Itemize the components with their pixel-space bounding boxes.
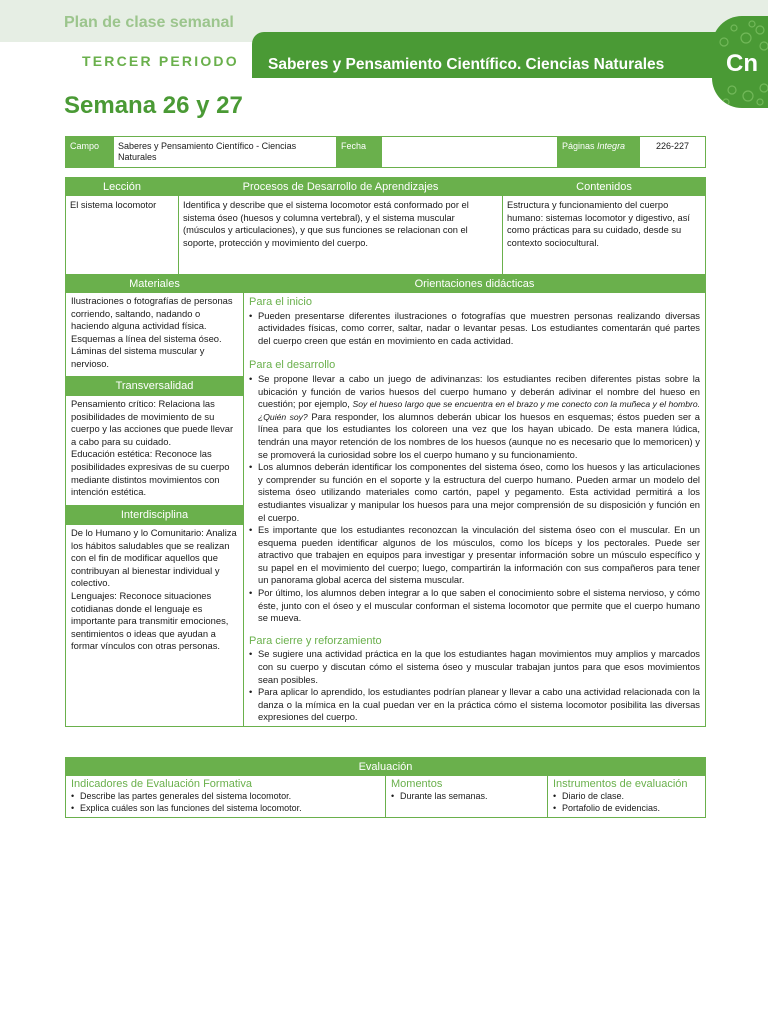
periodo-label: TERCER PERIODO [82, 53, 239, 69]
paginas-value: 226-227 [640, 137, 706, 168]
paginas-label: Páginas Integra [558, 137, 640, 168]
leccion-table [65, 177, 706, 282]
leccion-value: El sistema locomotor [66, 196, 179, 282]
fecha-value[interactable] [382, 137, 558, 168]
list-item: • Por último, los alumnos deben integrar a lo que saben el conocimiento sobre el sistema nervioso, y cómo éste, junto con el óseo y el muscular conforman el sistema locomotor que permite que el cuerpo humano se mueva. [249, 587, 700, 625]
procesos-header: Procesos de Desarrollo de Aprendizajes [179, 178, 503, 196]
evaluacion-table [65, 757, 706, 818]
leccion-header: Lección [66, 178, 179, 196]
cierre-list [249, 648, 700, 724]
plan-title: Plan de clase semanal [64, 14, 234, 31]
list-item: • Portafolio de evidencias. [553, 802, 700, 814]
desarrollo-list [249, 373, 700, 625]
momentos-header: Momentos [386, 776, 548, 791]
transversalidad-header: Transversalidad [66, 376, 243, 396]
orientaciones-body [244, 293, 706, 727]
list-item: • Es importante que los estudiantes reconozcan la vinculación del sistema óseo con el muscular. En un esquema pueden identificar algunos de los músculos, como los bíceps y los pectorales. Puede ser atractivo que trabajen en equipos para investigar y presentar información sobre un músculo específico y su papel en el movimiento del cuerpo; luego, compartirán la información con sus compañeros para tener un panorama global acerca del sistema muscular. [249, 524, 700, 587]
materiales-value: Ilustraciones o fotografías de personas corriendo, saltando, nadando o haciendo alguna actividad física. Esquemas a línea del sistema óseo. Láminas del sistema muscular y nervioso. [71, 295, 233, 369]
list-item: • Describe las partes generales del sistema locomotor. [71, 790, 380, 802]
interdisciplina-value [66, 525, 243, 655]
inicio-header: Para el inicio [249, 296, 312, 308]
evaluacion-header: Evaluación [66, 758, 706, 776]
transversalidad-value [66, 396, 243, 505]
list-item: • Los alumnos deberán identificar los componentes del sistema óseo, como los huesos y las articulaciones y comprender su función en el soporte y la estructura del cuerpo humano. Pueden armar un modelo del sistema óseo utilizando materiales como cartón, papel y pegamento. Esta actividad permitirá a los estudiantes visualizar y manipular los huesos para una mejor comprensión de su disposición y función en el cuerpo. [249, 461, 700, 524]
contenidos-header: Contenidos [503, 178, 706, 196]
transversalidad-item: Educación estética: Reconoce las posibilidades expresivas de su cuerpo mediante distintos movimientos con intención estética. [71, 448, 230, 498]
instrumentos-header: Instrumentos de evaluación [548, 776, 706, 791]
list-item: • Explica cuáles son las funciones del sistema locomotor. [71, 802, 380, 814]
procesos-value: Identifica y describe que el sistema locomotor está conformado por el sistema óseo (huesos y columna vertebral), y el sistema muscular (músculos y articulaciones), y que sus funciones se relacionan con el soporte, protección y movimiento del cuerpo. [179, 196, 503, 282]
campo-label: Campo [66, 137, 114, 168]
left-column [66, 293, 244, 727]
list-item: • Se propone llevar a cabo un juego de adivinanzas: los estudiantes reciben diferentes pistas sobre la ubicación y función de varios huesos del cuerpo humano y deberán adivinar el nombre del hueso en cuestión; por ejemplo, Soy el hueso largo que se encuentra en el brazo y me conecto con la muñeca y el hombro. ¿Quién soy? Para responder, los alumnos deberán ubicar los huesos en esquemas; éstos pueden ser a línea para que los estudiantes los coloreen una vez que los hayan ubicado. De esta manera lúdica, tendrán una mayor retención de los nombres de los huesos (aunque no es necesario que lo memoricen) y se promoverá la curiosidad sobre los el cuerpo humano y su funcionamiento. [249, 373, 700, 461]
orientaciones-header: Orientaciones didácticas [244, 275, 706, 293]
indicadores-list [66, 790, 386, 818]
indicadores-header: Indicadores de Evaluación Formativa [66, 776, 386, 791]
interdisciplina-header: Interdisciplina [66, 505, 243, 525]
inicio-list [249, 310, 700, 348]
list-item: • Diario de clase. [553, 790, 700, 802]
list-item: • Pueden presentarse diferentes ilustraciones o fotografías que muestren personas realizando diversas actividades físicas, como correr, saltar, nadar o levantar pesas. Los estudiantes comentarán qué partes del cuerpo creen que están en movimiento en cada actividad. [249, 310, 700, 348]
instrumentos-list [548, 790, 706, 818]
list-item: • Durante las semanas. [391, 790, 542, 802]
subject-title: Saberes y Pensamiento Científico. Ciencias Naturales [268, 56, 665, 73]
contenidos-value: Estructura y funcionamiento del cuerpo humano: sistemas locomotor y digestivo, así como prácticas para su cuidado, desde su contexto sociocultural. [503, 196, 706, 282]
momentos-list [386, 790, 548, 818]
subject-bar [252, 32, 768, 78]
transversalidad-item: Pensamiento crítico: Relaciona las posibilidades de movimiento de su cuerpo y las acciones que puede llevar a cabo para su cuidado. [71, 398, 234, 447]
desarrollo-header: Para el desarrollo [249, 359, 336, 372]
interdisciplina-item: Lenguajes: Reconoce situaciones cotidianas donde el lenguaje es importante para transmitir emociones, sentimientos o ideas que ayudan a formar vínculos con otras personas. [71, 589, 229, 652]
subject-badge-text: Cn [726, 50, 758, 77]
list-item: • Se sugiere una actividad práctica en la que los estudiantes hagan movimientos muy amplios y marcados con su cuerpo y discutan cómo el sistema óseo y muscular trabajan juntos para que esos movimientos sean posibles. [249, 648, 700, 686]
fecha-label: Fecha [337, 137, 382, 168]
cierre-header: Para cierre y reforzamiento [249, 634, 382, 647]
interdisciplina-item: De lo Humano y lo Comunitario: Analiza los hábitos saludables que se realizan con el fin de modificar aquellos que contribuyan al bienestar individual y colectivo. [71, 527, 237, 589]
orientaciones-table [65, 274, 706, 727]
campo-value: Saberes y Pensamiento Científico - Ciencias Naturales [114, 137, 337, 168]
page-title: Semana 26 y 27 [64, 92, 243, 119]
materiales-header: Materiales [66, 275, 244, 293]
list-item: • Para aplicar lo aprendido, los estudiantes podrían planear y llevar a cabo una actividad relacionada con la danza o la mímica en la cual puedan ver en la práctica cómo el sistema locomotor posibilita las diversas expresiones del cuerpo. [249, 686, 700, 724]
campo-table [65, 136, 706, 168]
